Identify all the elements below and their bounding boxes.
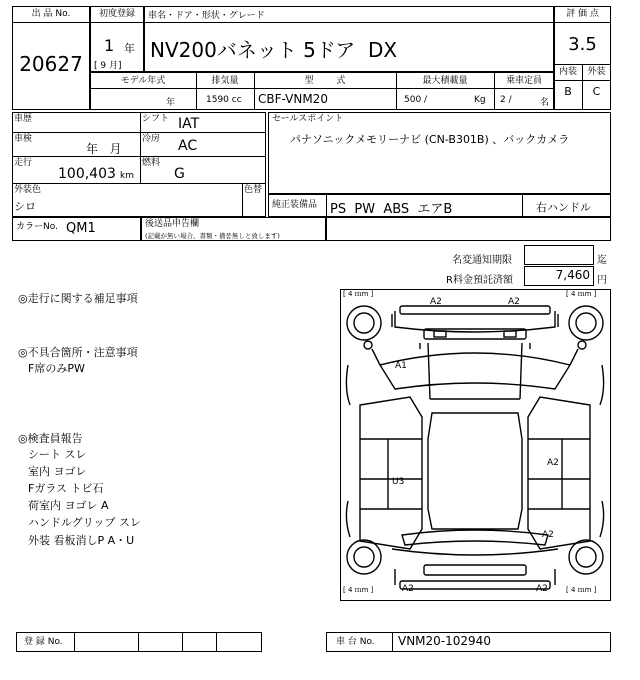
color-change-label: 色替 xyxy=(244,185,263,195)
first-registration-label: 初度登録 xyxy=(98,9,135,19)
inspector-line: ハンドルグリップ スレ xyxy=(28,516,141,529)
interior-grade: B xyxy=(564,85,572,98)
damage-mark: A2 xyxy=(402,584,414,594)
divider xyxy=(326,194,327,217)
inspection-label: 車検 xyxy=(14,134,33,144)
inspector-line: 荷室内 ヨゴレ A xyxy=(28,499,109,512)
defect-line: F席のみPW xyxy=(28,362,85,375)
details-left-box xyxy=(12,112,266,217)
after-report-label: 後送品申告欄 xyxy=(145,219,200,229)
first-registration-year-unit: 年 xyxy=(124,42,135,55)
interior-label: 内装 xyxy=(558,67,577,77)
fuel-label: 燃料 xyxy=(142,158,161,168)
after-report-note: (記載が無い場合、書類・備품無しと致します) xyxy=(145,232,280,240)
capacity-label: 乗車定員 xyxy=(505,76,542,86)
inspection-value: 年 月 xyxy=(86,142,122,156)
damage-mark: U3 xyxy=(392,477,405,487)
grade-label: 評 価 点 xyxy=(566,9,599,19)
tire-depth-rear-left: [ 4 ｍm ] xyxy=(343,586,374,594)
divider xyxy=(140,112,141,183)
divider xyxy=(554,80,611,81)
max-load-unit: Kg xyxy=(474,95,486,105)
inspector-line: Fガラス トビ石 xyxy=(28,482,104,495)
divider xyxy=(12,183,266,184)
aircon-label: 冷房 xyxy=(142,134,161,144)
color-no-label: カラーNo. xyxy=(16,222,58,232)
divider xyxy=(74,632,75,652)
car-name: NV200バネット 5ドア DX xyxy=(150,38,398,62)
capacity-value: 2 / xyxy=(500,95,512,105)
damage-mark: A2 xyxy=(508,297,520,307)
tire-depth-rear-right: [ 4 ｍm ] xyxy=(566,586,597,594)
inspector-line: シート スレ xyxy=(28,448,87,461)
model-value: CBF-VNM20 xyxy=(258,92,328,106)
recycle-label: R料金預託済額 xyxy=(446,275,513,286)
mileage-unit: km xyxy=(120,171,134,181)
divider xyxy=(216,632,217,652)
damage-mark: A2 xyxy=(542,530,554,540)
color-no-value: QM1 xyxy=(66,221,96,236)
history-label: 車歴 xyxy=(14,114,33,124)
driving-notes-title: ◎走行に関する補足事項 xyxy=(18,292,138,305)
inspector-report-title: ◎検査員報告 xyxy=(18,432,83,445)
first-registration-month: [ 9 月] xyxy=(94,61,122,71)
vehicle-diagram xyxy=(340,289,611,601)
damage-mark: A1 xyxy=(395,361,407,371)
model-label: 型 式 xyxy=(304,76,346,86)
divider xyxy=(182,632,183,652)
genuine-equipment-value: PS PW ABS エアB xyxy=(330,202,453,217)
lot-number-label: 出 品 No. xyxy=(31,9,71,19)
model-year-label: モデル年式 xyxy=(120,76,166,86)
displacement-value: 1590 cc xyxy=(206,95,242,105)
deadline-value-box xyxy=(524,245,594,265)
divider xyxy=(12,156,266,157)
inspector-line: 外装 看板消しP A・U xyxy=(28,534,135,547)
inspector-line: 室内 ヨゴレ xyxy=(28,465,87,478)
sales-point-label: セールスポイント xyxy=(272,114,344,124)
mileage-label: 走行 xyxy=(14,158,33,168)
grade-value: 3.5 xyxy=(568,34,597,55)
steering-value: 右ハンドル xyxy=(536,201,591,214)
chassis-no-value: VNM20-102940 xyxy=(398,634,491,648)
damage-mark: A2 xyxy=(547,458,559,468)
deadline-label: 名変通知期限 xyxy=(452,255,512,266)
first-registration-year: 1 xyxy=(104,36,115,55)
registration-no-label: 登 録 No. xyxy=(24,637,63,647)
model-year-value: 年 xyxy=(166,98,176,108)
tire-depth-front-left: [ 4 ｍm ] xyxy=(343,290,374,298)
exterior-color-value: シロ xyxy=(14,200,36,213)
sales-point-value: パナソニックメモリーナビ (CN-B301B) 、バックカメラ xyxy=(290,133,570,146)
exterior-grade: C xyxy=(592,85,601,98)
exterior-color-label: 外装色 xyxy=(14,185,42,195)
max-load-value: 500 / xyxy=(404,95,428,105)
defect-notes-title: ◎不具合箇所・注意事項 xyxy=(18,346,138,359)
divider xyxy=(138,632,139,652)
chassis-no-label: 車 台 No. xyxy=(336,637,375,647)
fuel-value: G xyxy=(174,166,185,182)
divider xyxy=(12,22,90,23)
car-name-label: 車名・ドア・形状・グレード xyxy=(148,11,265,21)
displacement-label: 排気量 xyxy=(211,76,239,86)
recycle-unit: 円 xyxy=(597,275,607,286)
exterior-label: 外装 xyxy=(587,67,606,77)
divider xyxy=(392,632,393,652)
damage-mark: A2 xyxy=(536,584,548,594)
capacity-unit: 名 xyxy=(540,98,550,108)
max-load-label: 最大積載量 xyxy=(422,76,468,86)
lot-number-value: 20627 xyxy=(19,52,83,76)
deadline-unit: 迄 xyxy=(597,255,607,266)
shift-value: IAT xyxy=(178,116,200,132)
shift-label: シフト xyxy=(142,114,170,124)
divider xyxy=(522,194,523,217)
tire-depth-front-right: [ 4 ｍm ] xyxy=(566,290,597,298)
aircon-value: AC xyxy=(178,138,198,154)
genuine-equipment-label: 純正装備品 xyxy=(272,200,318,210)
divider xyxy=(12,132,266,133)
damage-mark: A2 xyxy=(430,297,442,307)
divider xyxy=(242,183,243,217)
recycle-value: 7,460 xyxy=(555,268,590,282)
mileage-value: 100,403 xyxy=(58,166,116,182)
after-report-entry-box xyxy=(326,217,611,241)
divider xyxy=(554,22,611,23)
